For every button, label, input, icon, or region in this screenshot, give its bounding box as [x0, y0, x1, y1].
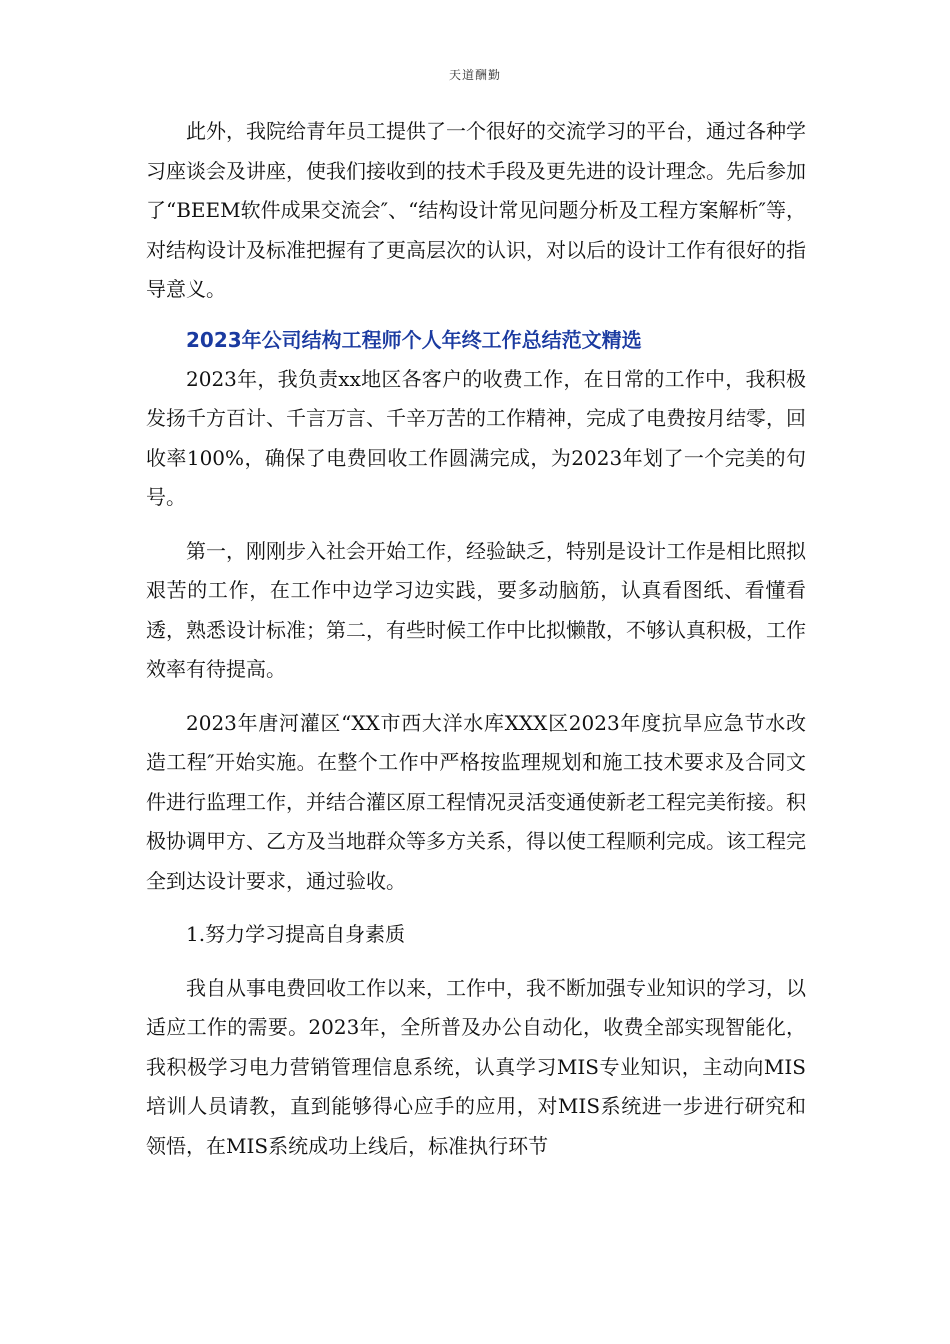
- subheading-study: 1.努力学习提高自身素质: [186, 922, 406, 946]
- section-title: 2023年公司结构工程师个人年终工作总结范文精选: [186, 327, 642, 352]
- paragraph-shortcomings: 第一，刚刚步入社会开始工作，经验缺乏，特别是设计工作是相比照拟艰苦的工作，在工作中边学习边实践，要多动脑筋，认真看图纸、看懂看透，熟悉设计标准；第二，有些时候工作中比拟懒散，不够认真积极，工作效率有待提高。: [146, 538, 806, 681]
- paragraph-study: 我自从事电费回收工作以来，工作中，我不断加强专业知识的学习，以适应工作的需要。2023年，全所普及办公自动化，收费全部实现智能化，我积极学习电力营销管理信息系统，认真学习MIS专业知识，主动向MIS培训人员请教，直到能够得心应手的应用，对MIS系统进一步进行研究和领悟，在MIS系统成功上线后，标准执行环节: [146, 975, 806, 1158]
- paragraph-project: 2023年唐河灌区“XX市西大洋水库XXX区2023年度抗旱应急节水改造工程″开始实施。在整个工作中严格按监理规划和施工技术要求及合同文件进行监理工作，并结合灌区原工程情况灵活变通使新老工程完美衔接。积极协调甲方、乙方及当地群众等多方关系，得以使工程顺利完成。该工程完全到达设计要求，通过验收。: [146, 710, 806, 893]
- paragraph-intro: 此外，我院给青年员工提供了一个很好的交流学习的平台，通过各种学习座谈会及讲座，使我们接收到的技术手段及更先进的设计理念。先后参加了“BEEM软件成果交流会″、“结构设计常见问题分析及工程方案解析″等，对结构设计及标准把握有了更高层次的认识，对以后的设计工作有很好的指导意义。: [146, 119, 806, 301]
- paragraph-fee-collection: 2023年，我负责xx地区各客户的收费工作，在日常的工作中，我积极发扬千方百计、千言万言、千辛万苦的工作精神，完成了电费按月结零，回收率100%，确保了电费回收工作圆满完成，为2023年划了一个完美的句号。: [146, 366, 806, 509]
- page-header: 天道酬勤: [448, 68, 501, 82]
- document-body: [146, 112, 806, 1166]
